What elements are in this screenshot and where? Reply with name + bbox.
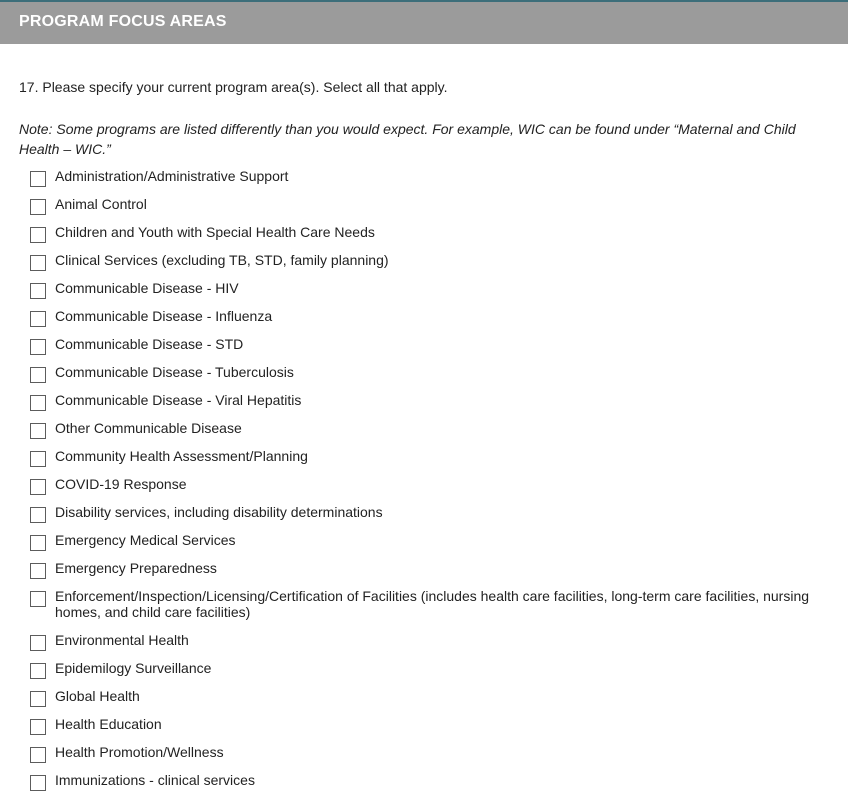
checkbox-option[interactable] — [0, 744, 848, 772]
checkbox-option[interactable] — [0, 420, 848, 448]
checkbox[interactable] — [30, 635, 46, 651]
checkbox-label[interactable]: Immunizations - clinical services — [55, 772, 255, 788]
checkbox-label[interactable]: Communicable Disease - STD — [55, 336, 244, 352]
checkbox-option[interactable] — [0, 224, 848, 252]
checkbox-label[interactable]: Animal Control — [55, 196, 147, 212]
section-title: PROGRAM FOCUS AREAS — [19, 13, 227, 30]
checkbox-option[interactable] — [0, 532, 848, 560]
checkbox-label[interactable]: Clinical Services (excluding TB, STD, family planning) — [55, 252, 389, 268]
checkbox-option[interactable] — [0, 280, 848, 308]
checkbox[interactable] — [30, 691, 46, 707]
checkbox[interactable] — [30, 311, 46, 327]
checkbox-label[interactable]: Communicable Disease - Viral Hepatitis — [55, 392, 302, 408]
checkbox[interactable] — [30, 423, 46, 439]
checkbox[interactable] — [30, 591, 46, 607]
checkbox[interactable] — [30, 283, 46, 299]
checkbox[interactable] — [30, 479, 46, 495]
checkbox-label[interactable]: Children and Youth with Special Health Care Needs — [55, 224, 375, 240]
checkbox[interactable] — [30, 663, 46, 679]
checkbox-label[interactable]: Epidemilogy Surveillance — [55, 660, 212, 676]
checkbox[interactable] — [30, 227, 46, 243]
checkbox-option[interactable] — [0, 392, 848, 420]
checkbox[interactable] — [30, 255, 46, 271]
checkbox-option[interactable] — [0, 688, 848, 716]
checkbox[interactable] — [30, 563, 46, 579]
checkbox-label[interactable]: Enforcement/Inspection/Licensing/Certification of Facilities (includes health care facilities, long-term care facilities, nursing homes, and child care facilities) — [55, 588, 810, 620]
checkbox-option[interactable] — [0, 716, 848, 744]
checkbox-option[interactable] — [0, 308, 848, 336]
checkbox-option[interactable] — [0, 632, 848, 660]
checkbox[interactable] — [30, 747, 46, 763]
checkbox-label[interactable]: Communicable Disease - Tuberculosis — [55, 364, 294, 380]
checkbox-option[interactable] — [0, 196, 848, 224]
checkbox[interactable] — [30, 171, 46, 187]
checkbox-label[interactable]: Administration/Administrative Support — [55, 168, 289, 184]
checkbox-label[interactable]: Global Health — [55, 688, 140, 704]
checkbox-option[interactable] — [0, 476, 848, 504]
checkbox-option[interactable] — [0, 364, 848, 392]
checkbox[interactable] — [30, 199, 46, 215]
checkbox-option[interactable] — [0, 336, 848, 364]
checkbox[interactable] — [30, 775, 46, 791]
checkbox-label[interactable]: Other Communicable Disease — [55, 420, 242, 436]
checkbox[interactable] — [30, 367, 46, 383]
checkbox[interactable] — [30, 535, 46, 551]
section-header — [0, 0, 848, 44]
question-note: Note: Some programs are listed differently than you would expect. For example, WIC can be found under “Maternal and Child Health – WIC.” — [19, 121, 796, 157]
checkbox-option[interactable] — [0, 588, 848, 632]
checkbox-label[interactable]: COVID-19 Response — [55, 476, 187, 492]
checkbox[interactable] — [30, 719, 46, 735]
checkbox[interactable] — [30, 507, 46, 523]
checkbox-list — [0, 168, 848, 800]
checkbox-label[interactable]: Communicable Disease - HIV — [55, 280, 239, 296]
checkbox-option[interactable] — [0, 168, 848, 196]
checkbox-label[interactable]: Emergency Preparedness — [55, 560, 217, 576]
checkbox-option[interactable] — [0, 448, 848, 476]
checkbox[interactable] — [30, 339, 46, 355]
checkbox-option[interactable] — [0, 252, 848, 280]
checkbox-option[interactable] — [0, 560, 848, 588]
checkbox-option[interactable] — [0, 504, 848, 532]
checkbox-option[interactable] — [0, 660, 848, 688]
checkbox-label[interactable]: Health Education — [55, 716, 162, 732]
checkbox-label[interactable]: Disability services, including disability determinations — [55, 504, 383, 520]
checkbox-label[interactable]: Health Promotion/Wellness — [55, 744, 224, 760]
checkbox-label[interactable]: Communicable Disease - Influenza — [55, 308, 273, 324]
checkbox-option[interactable] — [0, 772, 848, 800]
checkbox[interactable] — [30, 395, 46, 411]
checkbox-label[interactable]: Community Health Assessment/Planning — [55, 448, 308, 464]
question-text: 17. Please specify your current program area(s). Select all that apply. — [19, 79, 448, 95]
checkbox-label[interactable]: Environmental Health — [55, 632, 189, 648]
checkbox[interactable] — [30, 451, 46, 467]
checkbox-label[interactable]: Emergency Medical Services — [55, 532, 236, 548]
